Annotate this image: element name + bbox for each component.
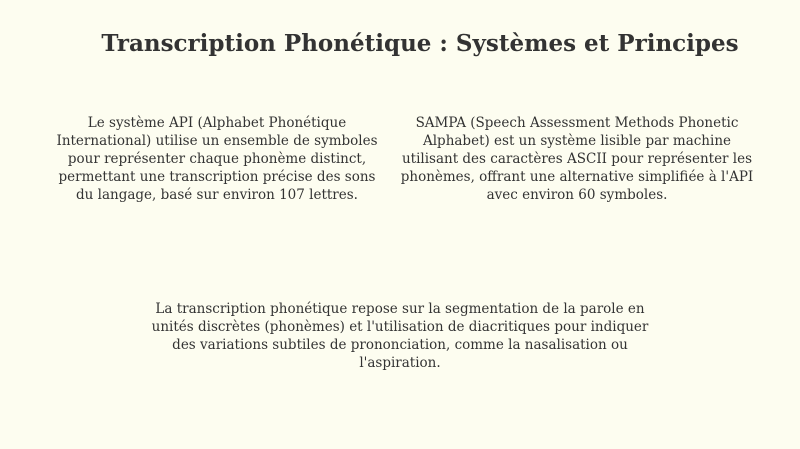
sampa-paragraph: SAMPA (Speech Assessment Methods Phonetic Alphabet) est un système lisible par machine utilisant des caractères ASCII pour représenter les phonèmes, offrant une alternative simplifiée à l'API avec environ 60 symboles. [400, 115, 754, 203]
slide-title: Transcription Phonétique : Systèmes et Principes [101, 30, 739, 57]
principles-paragraph: La transcription phonétique repose sur la segmentation de la parole en unités discrètes (phonèmes) et l'utilisation de diacritiques pour indiquer des variations subtiles de prononciation, comme la nasalisation ou l'aspiration. [151, 301, 649, 371]
api-paragraph: Le système API (Alphabet Phonétique International) utilise un ensemble de symboles pour représenter chaque phonème distinct, permettant une transcription précise des sons du langage, basé sur environ 107 lettres. [56, 115, 378, 203]
